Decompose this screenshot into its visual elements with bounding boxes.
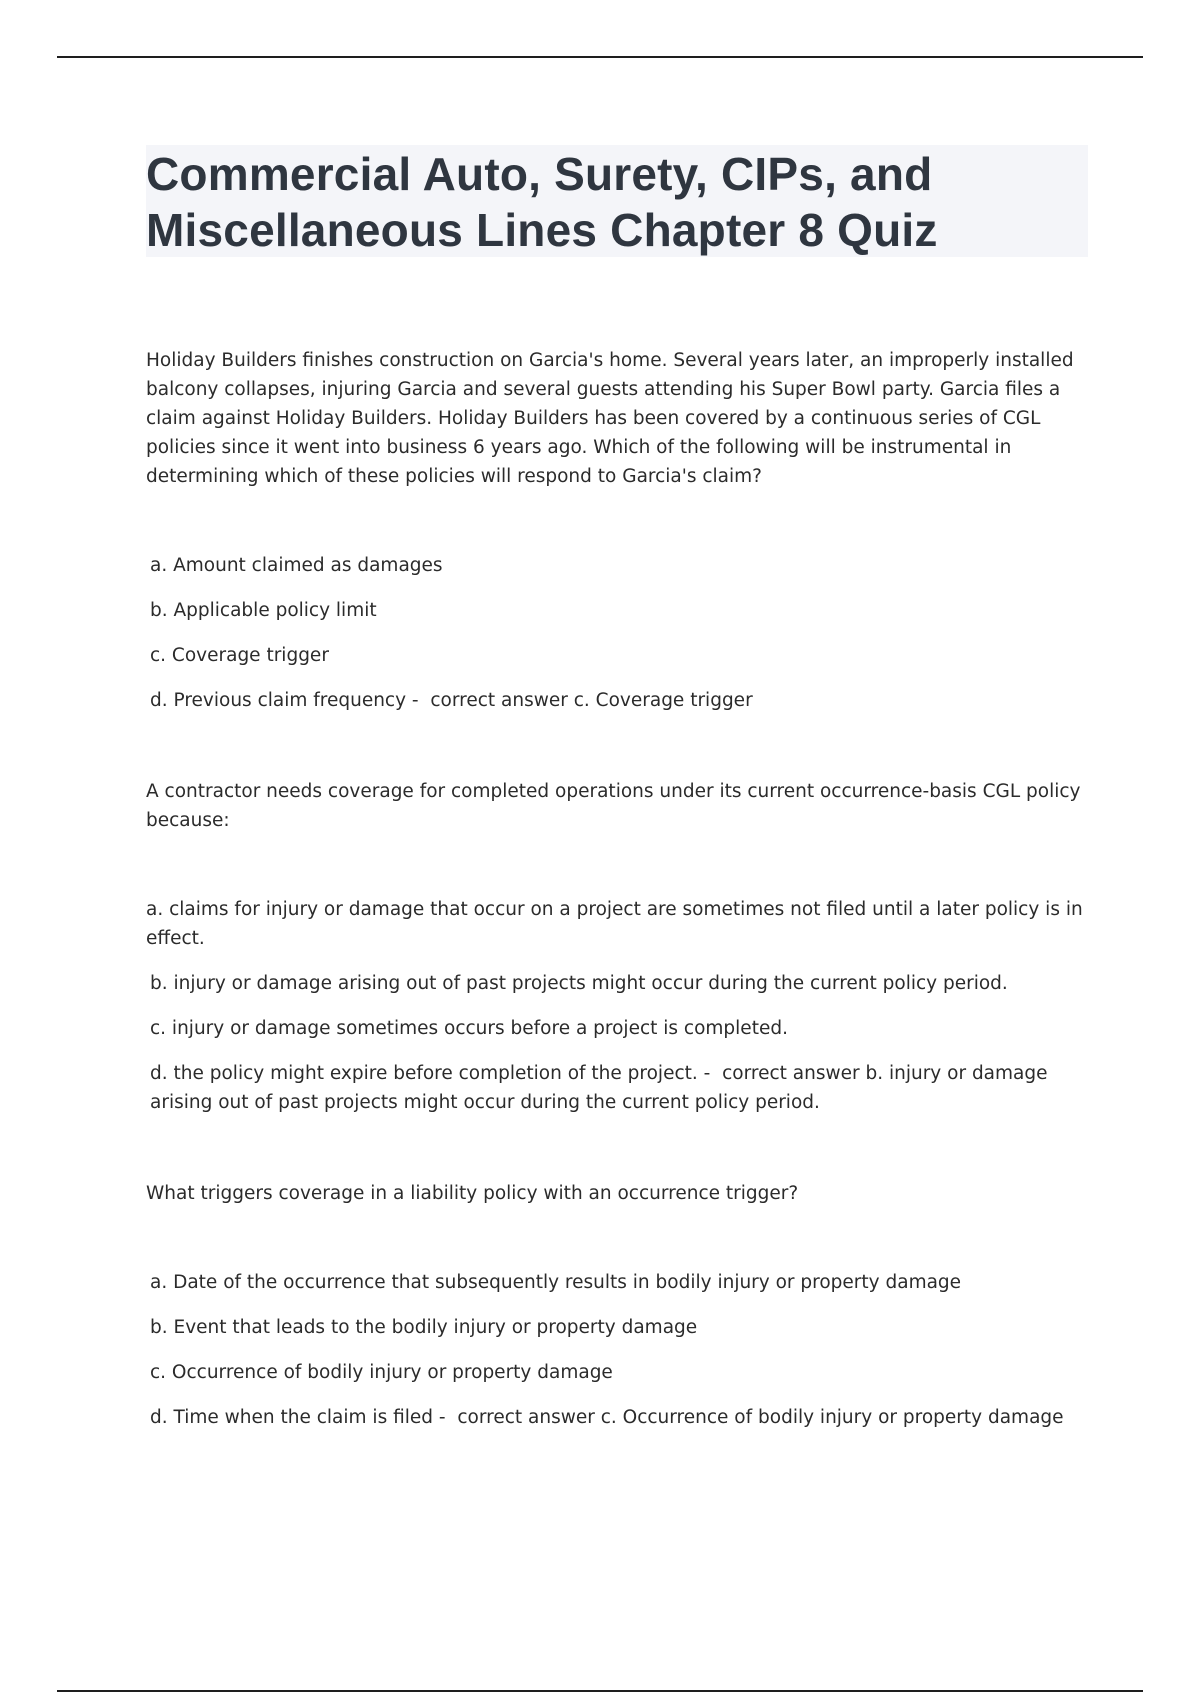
- option-b: b. Event that leads to the bodily injury or property damage: [150, 1317, 698, 1338]
- correct-answer: c. Occurrence of bodily injury or property damage: [600, 1407, 1064, 1428]
- option-c: c. Occurrence of bodily injury or property damage: [150, 1362, 613, 1383]
- bottom-divider: [57, 1690, 1143, 1692]
- answer-label: correct answer: [722, 1063, 860, 1084]
- option-d: d. the policy might expire before completion of the project.: [150, 1063, 698, 1084]
- answer-label: correct answer: [430, 690, 568, 711]
- correct-answer: c. Coverage trigger: [573, 690, 753, 711]
- options-list: [146, 551, 1088, 715]
- option-c: c. injury or damage sometimes occurs before a project is completed.: [150, 1018, 788, 1039]
- question-prompt: A contractor needs coverage for completed operations under its current occurrence-basis CGL policy because:: [146, 781, 1081, 831]
- option-b: b. injury or damage arising out of past projects might occur during the current policy period.: [150, 973, 1008, 994]
- page-title: Commercial Auto, Surety, CIPs, and Miscellaneous Lines Chapter 8 Quiz: [146, 148, 938, 256]
- answer-label: correct answer: [457, 1407, 595, 1428]
- option-c: c. Coverage trigger: [150, 645, 329, 666]
- option-d-with-answer: [150, 1403, 1088, 1432]
- option-d: d. Time when the claim is filed: [150, 1407, 434, 1428]
- option-a: a. Date of the occurrence that subsequently results in bodily injury or property damage: [150, 1272, 962, 1293]
- question-prompt: What triggers coverage in a liability policy with an occurrence trigger?: [146, 1183, 799, 1204]
- answer-separator: -: [433, 1407, 458, 1428]
- correct-answer: b. injury or damage arising out of past projects might occur during the current policy period.: [150, 1063, 1048, 1113]
- option-d-with-answer: [150, 1059, 1088, 1117]
- question-prompt: Holiday Builders finishes construction on Garcia's home. Several years later, an improperly installed balcony collapses, injuring Garcia and several guests attending his Super Bowl party. Garcia files a claim against Holiday Builders. Holiday Builders has been covered by a continuous series of CGL policies since it went into business 6 years ago. Which of the following will be instrumental in determining which of these policies will respond to Garcia's claim?: [146, 350, 1074, 487]
- answer-separator: -: [406, 690, 431, 711]
- option-a: a. Amount claimed as damages: [150, 555, 443, 576]
- answer-separator: -: [697, 1063, 723, 1084]
- question-block: [146, 777, 1088, 1117]
- options-list: [146, 895, 1088, 1117]
- top-divider: [57, 56, 1143, 58]
- option-d-with-answer: [150, 686, 1088, 715]
- option-b: b. Applicable policy limit: [150, 600, 377, 621]
- options-list: [146, 1268, 1088, 1432]
- option-d: d. Previous claim frequency: [150, 690, 407, 711]
- option-a: a. claims for injury or damage that occur on a project are sometimes not filed until a later policy is in effect.: [146, 899, 1083, 949]
- question-block: [146, 346, 1088, 715]
- question-block: [146, 1179, 1088, 1432]
- quiz-content: [146, 346, 1088, 1448]
